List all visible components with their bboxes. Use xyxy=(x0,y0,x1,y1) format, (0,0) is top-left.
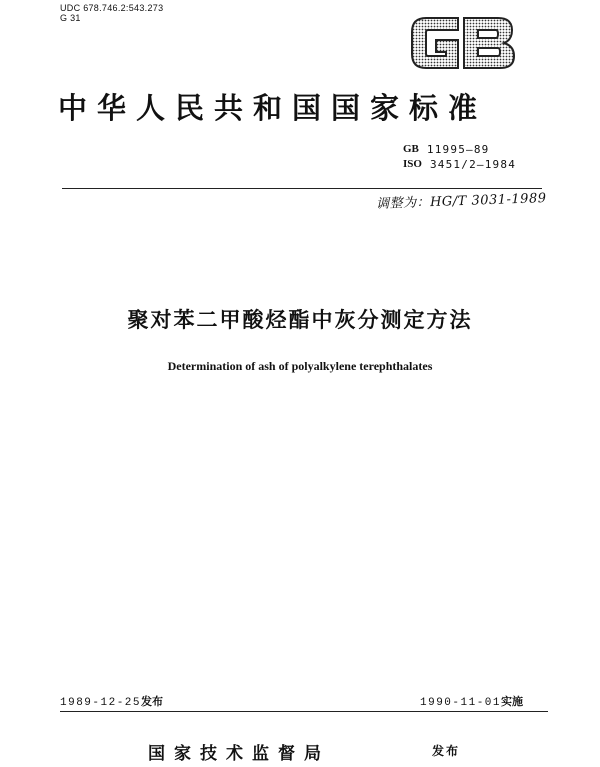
iso-code-row xyxy=(403,157,516,172)
iso-label: ISO xyxy=(403,158,422,170)
standard-title: 中华人民共和国国家标准 xyxy=(58,91,488,125)
standard-codes xyxy=(403,142,516,172)
issued-date xyxy=(60,693,163,709)
bottom-divider xyxy=(60,711,548,712)
issued-suffix: 发布 xyxy=(141,695,164,708)
implemented-date-value: 1990-11-01 xyxy=(420,697,502,709)
gb-label: GB xyxy=(403,143,419,155)
class-code: G 31 xyxy=(60,13,81,23)
document-title-cn: 聚对苯二甲酸烃酯中灰分测定方法 xyxy=(127,308,473,332)
gb-standard-logo-icon xyxy=(406,10,518,76)
udc-code: UDC 678.746.2:543.273 xyxy=(60,3,164,13)
logo-letter-g xyxy=(412,18,458,68)
issued-date-value: 1989-12-25 xyxy=(60,697,142,709)
udc-block xyxy=(60,3,163,23)
document-title-en: Determination of ash of polyalkylene terephthalates xyxy=(167,359,433,373)
implemented-date xyxy=(420,693,523,709)
implemented-suffix: 实施 xyxy=(501,695,524,708)
issuer-suffix: 发布 xyxy=(432,744,461,758)
iso-number: 3451/2—1984 xyxy=(429,158,517,171)
gb-number: 11995—89 xyxy=(426,143,490,156)
handwritten-note: 调整为：HG/T 3031-1989 xyxy=(375,191,547,212)
issuer-name: 国家技术监督局 xyxy=(148,744,330,764)
logo-letter-b xyxy=(464,18,514,68)
gb-code-row xyxy=(403,142,516,157)
